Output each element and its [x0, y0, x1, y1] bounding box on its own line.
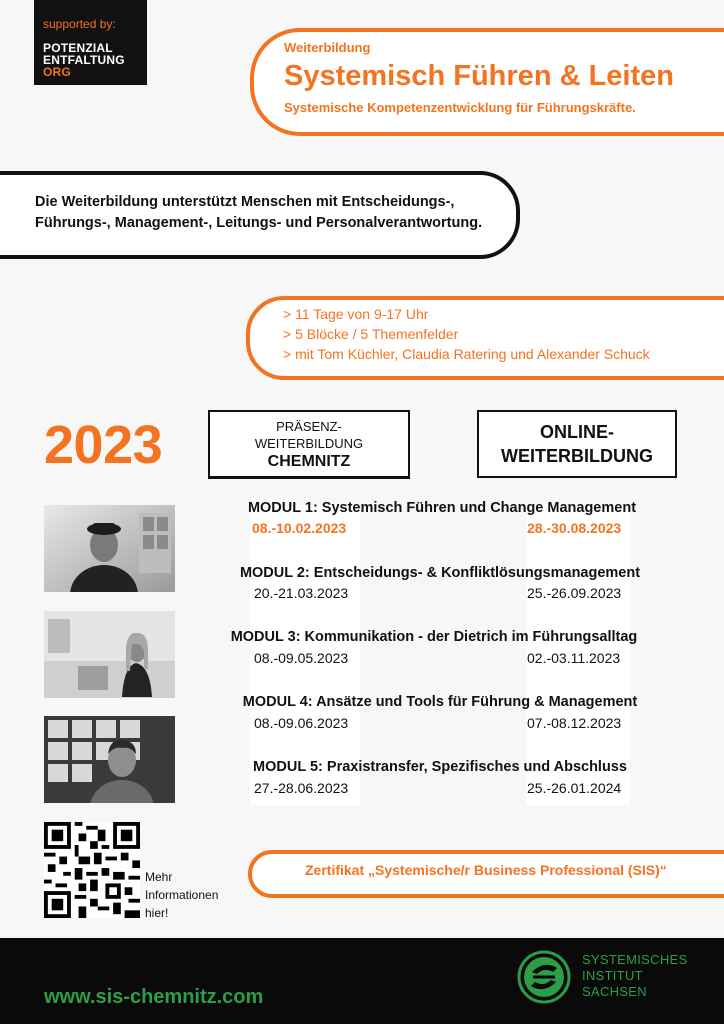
- module-4-online-date: 07.-08.12.2023: [527, 715, 622, 731]
- module-2-title: MODUL 2: Entscheidungs- & Konfliktlösungsmanagement: [239, 565, 641, 581]
- sponsor-logo[interactable]: [43, 42, 125, 78]
- qr-code[interactable]: [44, 822, 140, 918]
- more-info-text: [145, 868, 218, 922]
- page-title: Systemisch Führen & Leiten: [284, 60, 674, 92]
- more-info-line1: Mehr: [145, 870, 173, 884]
- header-kicker: Weiterbildung: [284, 40, 371, 55]
- module-5-title: MODUL 5: Praxistransfer, Spezifisches und Abschluss: [253, 759, 627, 775]
- website-link[interactable]: www.sis-chemnitz.com: [44, 986, 264, 1008]
- sponsor-logo-line2: ENTFALTUNG: [43, 53, 125, 67]
- praesenz-line3: CHEMNITZ: [267, 453, 351, 470]
- module-1-title: MODUL 1: Systemisch Führen und Change Management: [247, 500, 637, 516]
- page-subtitle: Systemische Kompetenzentwicklung für Führungskräfte.: [284, 100, 636, 115]
- sponsor-box: [34, 0, 147, 85]
- sponsor-logo-line3: ORG: [43, 65, 71, 79]
- trainer-photo-tom: [44, 505, 175, 592]
- module-4-praesenz-date: 08.-09.06.2023: [254, 715, 349, 731]
- more-info-line2: Informationen: [145, 888, 219, 902]
- module-5-praesenz-date: 27.-28.06.2023: [254, 780, 349, 796]
- more-info-line3: hier!: [145, 906, 169, 920]
- praesenz-line1: PRÄSENZ-: [276, 419, 342, 434]
- bullet-blocks: > 5 Blöcke / 5 Themenfelder: [283, 326, 459, 342]
- trainer-photo-claudia: [44, 611, 175, 698]
- module-4-title: MODUL 4: Ansätze und Tools für Führung & Management: [242, 694, 638, 710]
- sis-logo-icon: [517, 950, 571, 1004]
- trainer-photo-alexander: [44, 716, 175, 803]
- module-3-title: MODUL 3: Kommunikation - der Dietrich im Führungsalltag: [230, 629, 638, 645]
- module-2-praesenz-date: 20.-21.03.2023: [254, 585, 349, 601]
- module-1-praesenz-date: 08.-10.02.2023: [252, 520, 347, 536]
- praesenz-line2: WEITERBILDUNG: [254, 436, 364, 451]
- praesenz-header: [208, 410, 410, 479]
- bullet-days: > 11 Tage von 9-17 Uhr: [283, 306, 429, 322]
- sponsor-label: supported by:: [43, 17, 116, 31]
- module-2-online-date: 25.-26.09.2023: [527, 585, 622, 601]
- bullet-list: [283, 304, 650, 364]
- intro-text: [35, 192, 482, 234]
- intro-line1: Die Weiterbildung unterstützt Menschen mit Entscheidungs-,: [35, 194, 455, 210]
- sis-name: [582, 952, 687, 1000]
- online-header: [477, 410, 677, 478]
- module-3-online-date: 02.-03.11.2023: [527, 650, 621, 666]
- sis-name-line3: SACHSEN: [582, 984, 647, 999]
- sponsor-logo-line1: POTENZIAL: [43, 41, 113, 55]
- certificate-text: Zertifikat „Systemische/r Business Professional (SIS)“: [305, 862, 667, 878]
- praesenz-underline: [208, 476, 410, 479]
- intro-line2: Führungs-, Management-, Leitungs- und Personalverantwortung.: [35, 215, 483, 231]
- module-5-online-date: 25.-26.01.2024: [527, 780, 622, 796]
- year-label: 2023: [44, 415, 163, 475]
- module-1-online-date: 28.-30.08.2023: [527, 520, 622, 536]
- sis-name-line1: SYSTEMISCHES: [582, 952, 688, 967]
- sis-name-line2: INSTITUT: [582, 968, 643, 983]
- bullet-trainers: > mit Tom Küchler, Claudia Ratering und Alexander Schuck: [283, 346, 650, 362]
- online-line1: ONLINE-: [540, 422, 614, 442]
- online-line2: WEITERBILDUNG: [501, 446, 653, 466]
- module-3-praesenz-date: 08.-09.05.2023: [254, 650, 349, 666]
